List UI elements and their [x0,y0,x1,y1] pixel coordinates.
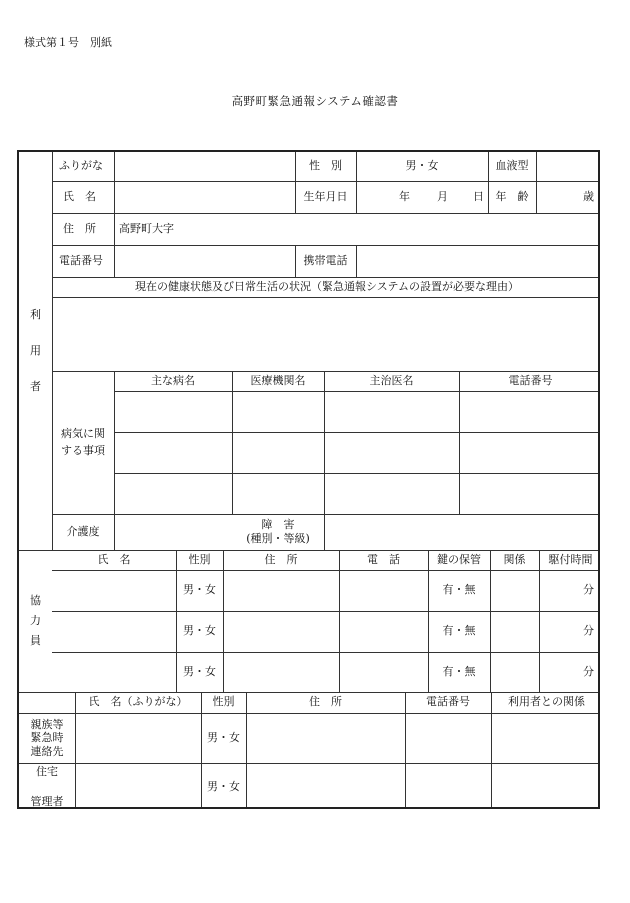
rule [52,652,600,653]
label-line: 管理者 [30,794,64,808]
section-char: 用 [30,343,41,357]
age-label: 年 齢 [495,189,529,203]
label-line: 親族等 [30,718,64,732]
contact-header-phone: 電話番号 [426,695,470,709]
contact-header-sex: 性別 [212,695,235,709]
document-title: 高野町緊急通報システム確認書 [231,94,399,108]
name-label: 氏 名 [63,189,96,203]
rule [223,550,224,692]
coop-minutes-2: 分 [583,624,594,638]
coop-header-address: 住 所 [264,552,298,566]
phone-label: 電話番号 [59,253,103,267]
birth-month-label: 月 [437,189,448,203]
care-level-label: 介護度 [66,524,100,538]
coop-header-relation: 関係 [503,552,526,566]
rule [114,473,600,474]
label-line: 連絡先 [30,744,64,758]
name-field[interactable] [115,181,295,213]
emergency-contact-sex[interactable]: 男・女 [207,730,240,744]
rule [339,550,340,692]
label-line: (種別・等級) [246,532,310,545]
coop-header-sex: 性別 [188,552,211,566]
form-number: 様式第１号 別紙 [24,36,112,49]
emergency-contact-label [19,713,75,763]
illness-header-doctor: 主治医名 [369,373,414,387]
situation-field[interactable] [53,298,600,370]
coop-sex-2[interactable]: 男・女 [183,624,216,638]
rule [459,371,460,514]
coop-key-3[interactable]: 有・無 [442,664,476,678]
blood-type-label: 血液型 [495,159,529,173]
section-char: 者 [30,380,41,394]
care-level-field[interactable] [115,514,231,550]
illness-header-phone: 電話番号 [508,373,553,387]
label-line: 住宅 [36,765,58,778]
cooperators-section-label [19,550,52,692]
blood-type-field[interactable] [537,152,600,181]
disability-label [232,514,324,550]
phone-field[interactable] [115,245,295,277]
illness-section-label [52,371,114,514]
section-char: 力 [30,613,41,627]
mobile-field[interactable] [357,245,600,277]
coop-header-key: 鍵の保管 [437,552,481,566]
housing-manager-sex[interactable]: 男・女 [207,779,240,793]
label-line: する事項 [61,443,105,457]
illness-header-disease: 主な病名 [151,373,195,387]
confirmation-form [17,150,600,809]
coop-key-2[interactable]: 有・無 [442,624,476,638]
birth-date-label: 生年月日 [303,189,348,203]
rule [232,371,233,514]
user-section-label [19,152,52,550]
rule [19,713,600,714]
housing-manager-label [19,763,75,809]
birth-day-label: 日 [473,189,484,203]
rule [52,570,600,571]
address-label: 住 所 [63,221,96,235]
rule [19,763,600,764]
section-char: 協 [30,593,41,607]
illness-header-institution: 医療機関名 [250,373,306,387]
address-value[interactable]: 高野町大字 [119,221,174,235]
coop-header-phone: 電 話 [367,552,400,566]
label-line: 病気に関 [61,427,105,441]
sex-label: 性 別 [309,159,342,173]
coop-header-name: 氏 名 [97,552,131,566]
furigana-label: ふりがな [59,159,103,173]
section-char: 利 [30,307,41,321]
age-unit: 歳 [583,189,594,203]
label-line: 障 害 [261,517,295,531]
rule [52,611,600,612]
label-line: 緊急時 [30,731,64,745]
mobile-label: 携帯電話 [303,253,348,267]
sex-options[interactable]: 男・女 [405,159,439,173]
rule [114,432,600,433]
birth-year-label: 年 [399,189,410,203]
section-char: 員 [30,634,41,648]
contact-header-relation: 利用者との関係 [508,695,585,709]
coop-key-1[interactable]: 有・無 [442,583,476,597]
disability-field[interactable] [325,514,600,550]
coop-sex-3[interactable]: 男・女 [183,664,216,678]
rule [490,550,491,692]
coop-header-arrival: 駆付時間 [548,552,593,566]
situation-label: 現在の健康状態及び日常生活の状況（緊急通報システムの設置が必要な理由） [135,279,519,293]
furigana-field[interactable] [115,152,295,181]
coop-minutes-3: 分 [583,664,594,678]
coop-minutes-1: 分 [583,583,594,597]
contact-header-address: 住 所 [309,695,342,709]
coop-sex-1[interactable]: 男・女 [183,583,216,597]
contact-header-name: 氏 名（ふりがな） [88,695,188,709]
rule [114,391,600,392]
